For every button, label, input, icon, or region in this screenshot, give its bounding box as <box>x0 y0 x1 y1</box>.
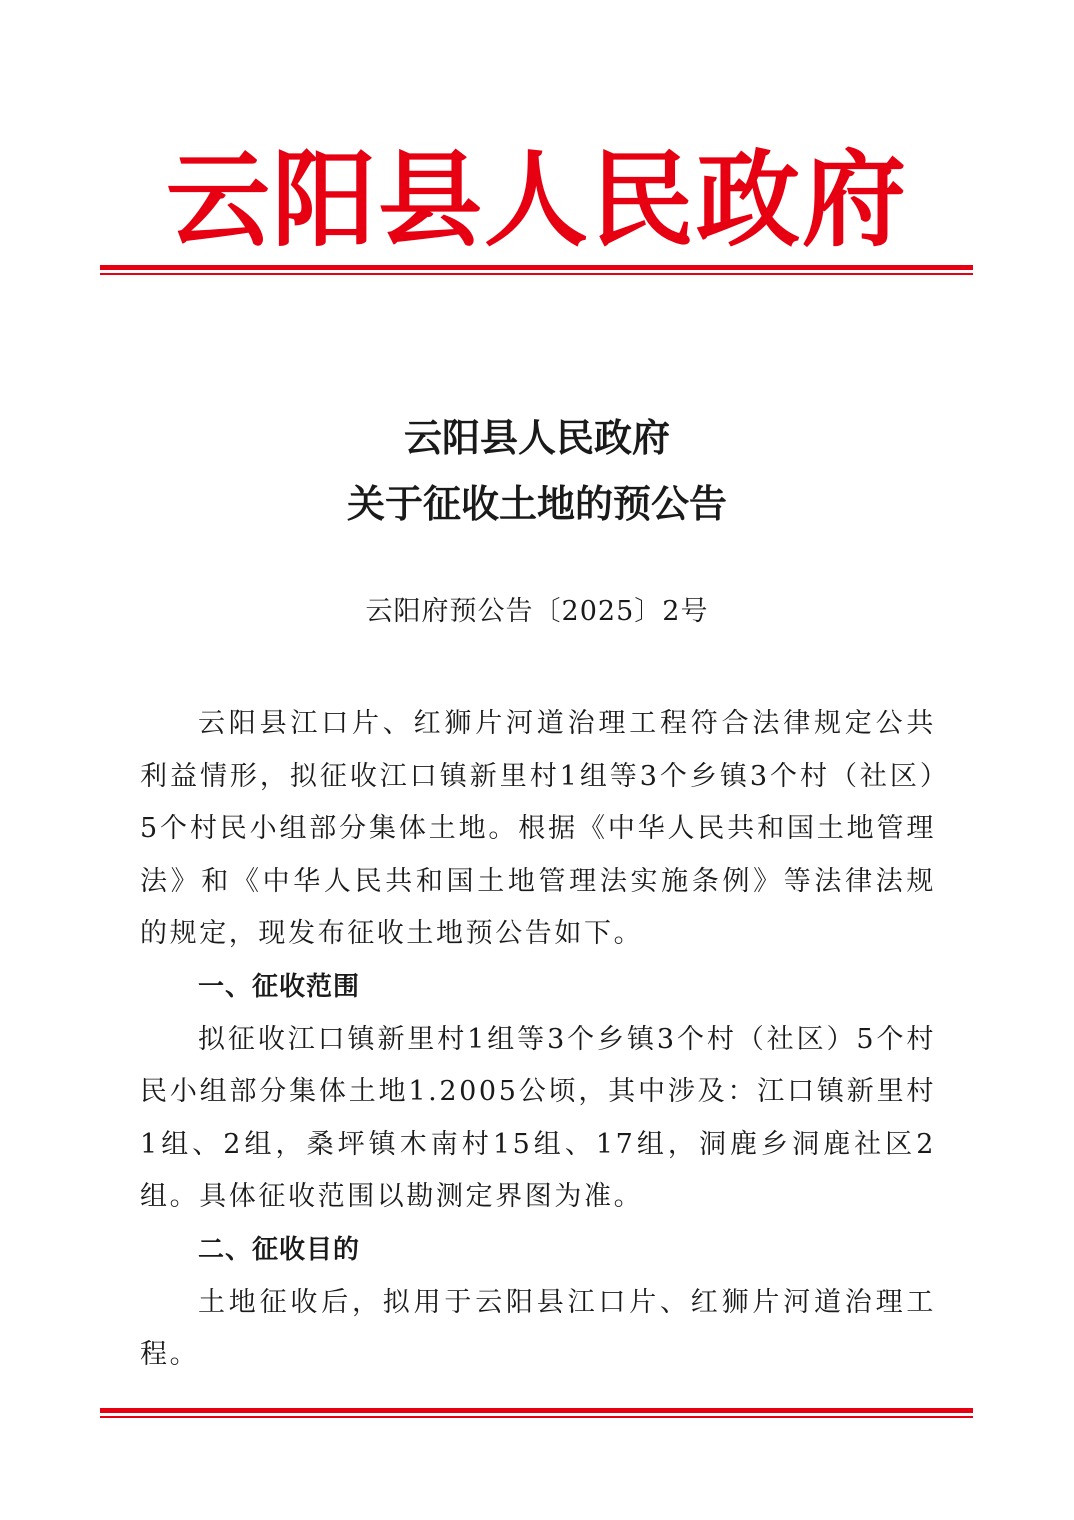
masthead-title: 云阳县人民政府 <box>165 139 908 261</box>
document-number: 云阳府预公告〔2025〕2号 <box>365 596 709 627</box>
intro-paragraph: 云阳县江口片、红狮片河道治理工程符合法律规定公共利益情形，拟征收江口镇新里村1组等3个乡镇3个村（社区）5个村民小组部分集体土地。根据《中华人民共和国土地管理法》和《中华人民共和国土地管理法实施条例》等法律法规的规定，现发布征收土地预公告如下。 <box>140 708 936 950</box>
section-text-scope: 拟征收江口镇新里村1组等3个乡镇3个村（社区）5个村民小组部分集体土地1.2005公顷，其中涉及：江口镇新里村1组、2组，桑坪镇木南村15组、17组，洞鹿乡洞鹿社区2组。具体征收范围以勘测定界图为准。 <box>140 1023 936 1213</box>
section-text-purpose: 土地征收后，拟用于云阳县江口片、红狮片河道治理工程。 <box>140 1286 936 1371</box>
document-body <box>140 698 936 1382</box>
section-heading-purpose: 二、征收目的 <box>198 1234 361 1265</box>
section-heading-scope: 一、征收范围 <box>198 971 361 1002</box>
footer-divider <box>100 1408 973 1418</box>
document-title-line1: 云阳县人民政府 <box>403 416 670 460</box>
masthead-divider <box>100 265 973 275</box>
document-title-line2: 关于征收土地的预公告 <box>346 482 727 526</box>
